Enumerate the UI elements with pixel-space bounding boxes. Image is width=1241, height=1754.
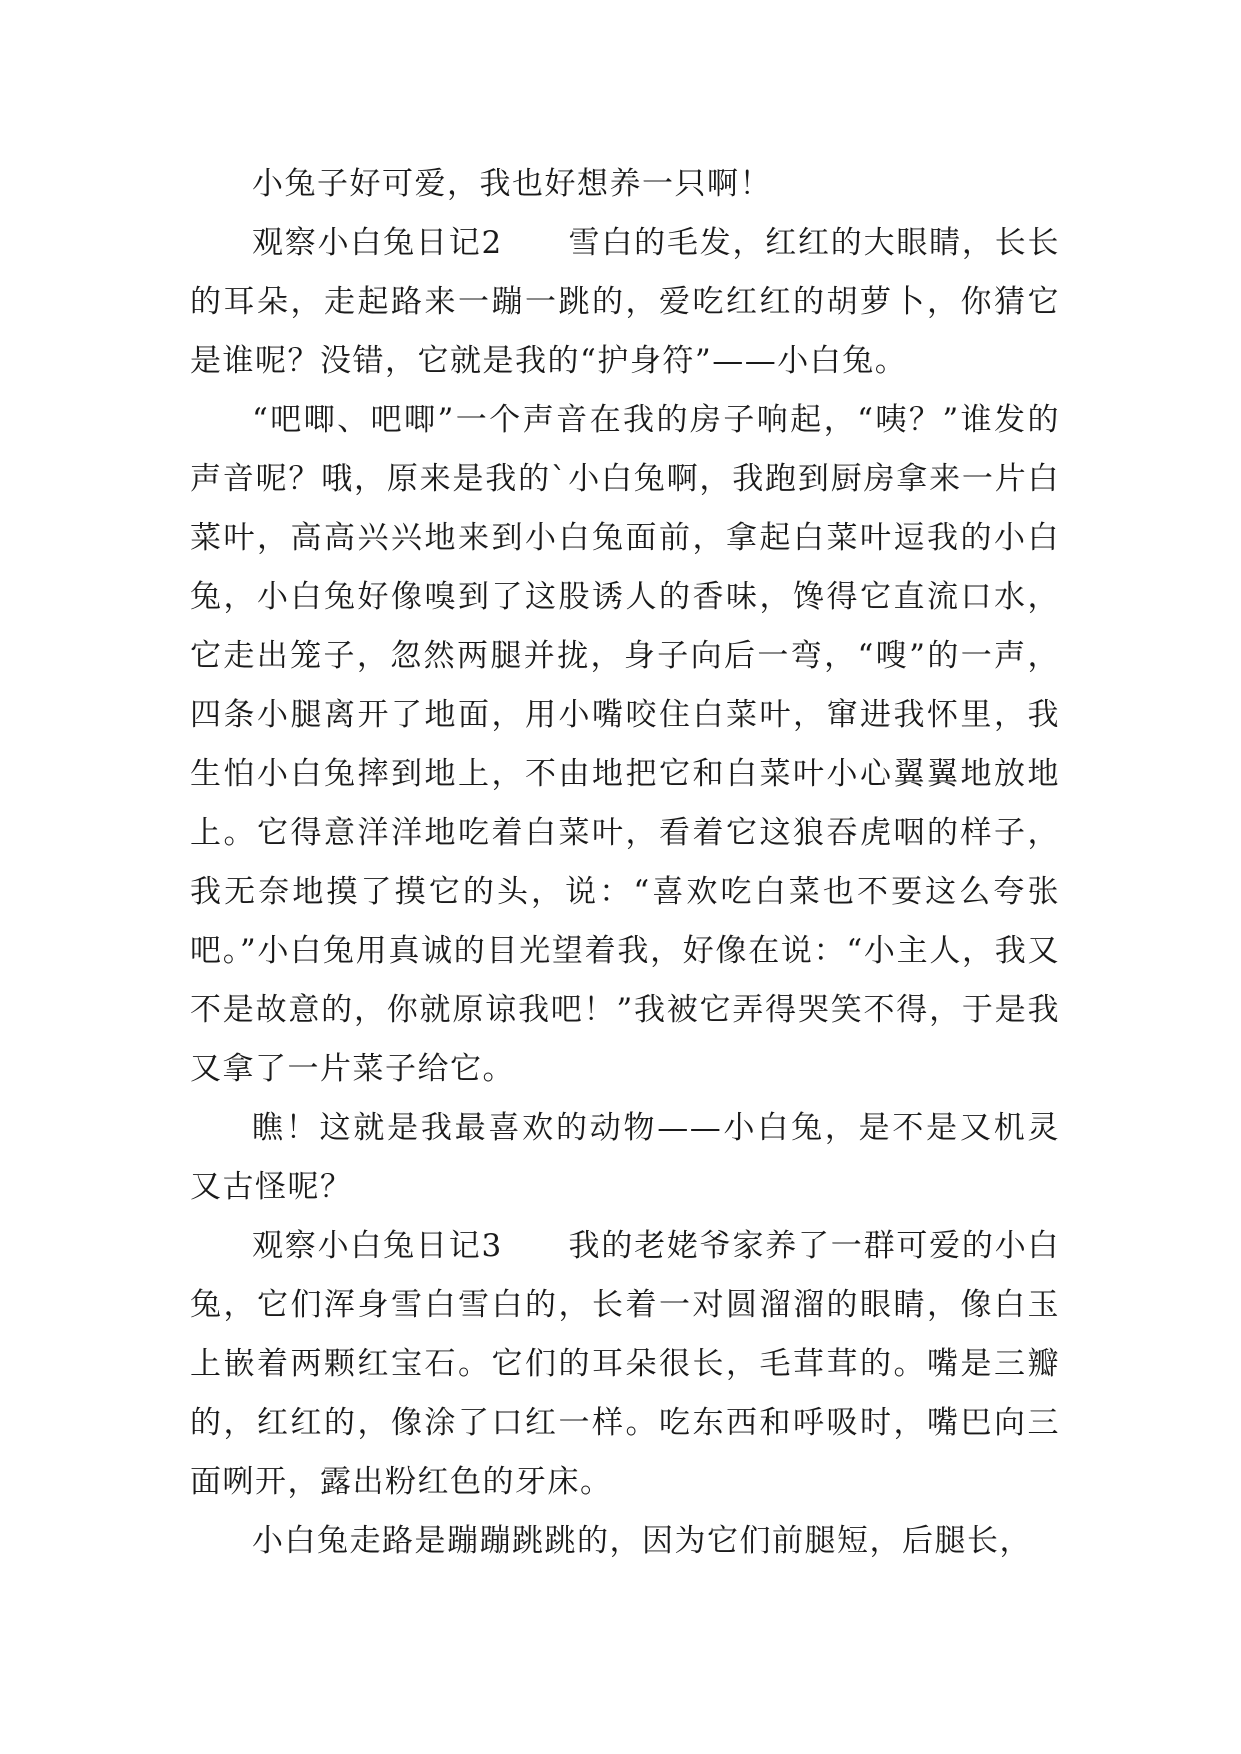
paragraph-5: 观察小白兔日记3 我的老姥爷家养了一群可爱的小白兔，它们浑身雪白雪白的，长着一对圆溜溜的眼睛，像白玉上嵌着两颗红宝石。它们的耳朵很长，毛茸茸的。嘴是三瓣的，红红的，像涂了口红一样。吃东西和呼吸时，嘴巴向三面咧开，露出粉红色的牙床。	[190, 1228, 1060, 1500]
document-page	[190, 155, 1060, 1571]
paragraph-6: 小白兔走路是蹦蹦跳跳的，因为它们前腿短，后腿长，	[252, 1523, 1032, 1559]
paragraph-4: 瞧！这就是我最喜欢的动物——小白兔，是不是又机灵又古怪呢？	[190, 1110, 1060, 1205]
paragraph-3: “吧唧、吧唧”一个声音在我的房子响起，“咦？”谁发的声音呢？哦，原来是我的`小白兔啊，我跑到厨房拿来一片白菜叶，高高兴兴地来到小白兔面前，拿起白菜叶逗我的小白兔，小白兔好像嗅到了这股诱人的香味，馋得它直流口水，它走出笼子，忽然两腿并拢，身子向后一弯，“嗖”的一声，四条小腿离开了地面，用小嘴咬住白菜叶，窜进我怀里，我生怕小白兔摔到地上，不由地把它和白菜叶小心翼翼地放地上。它得意洋洋地吃着白菜叶，看着它这狼吞虎咽的样子，我无奈地摸了摸它的头，说：“喜欢吃白菜也不要这么夸张吧。”小白兔用真诚的目光望着我，好像在说：“小主人，我又不是故意的，你就原谅我吧！”我被它弄得哭笑不得，于是我又拿了一片菜子给它。	[190, 402, 1060, 1087]
paragraph-2: 观察小白兔日记2 雪白的毛发，红红的大眼睛，长长的耳朵，走起路来一蹦一跳的，爱吃红红的胡萝卜，你猜它是谁呢？没错，它就是我的“护身符”——小白兔。	[190, 225, 1060, 379]
paragraph-1: 小兔子好可爱，我也好想养一只啊！	[252, 166, 772, 202]
